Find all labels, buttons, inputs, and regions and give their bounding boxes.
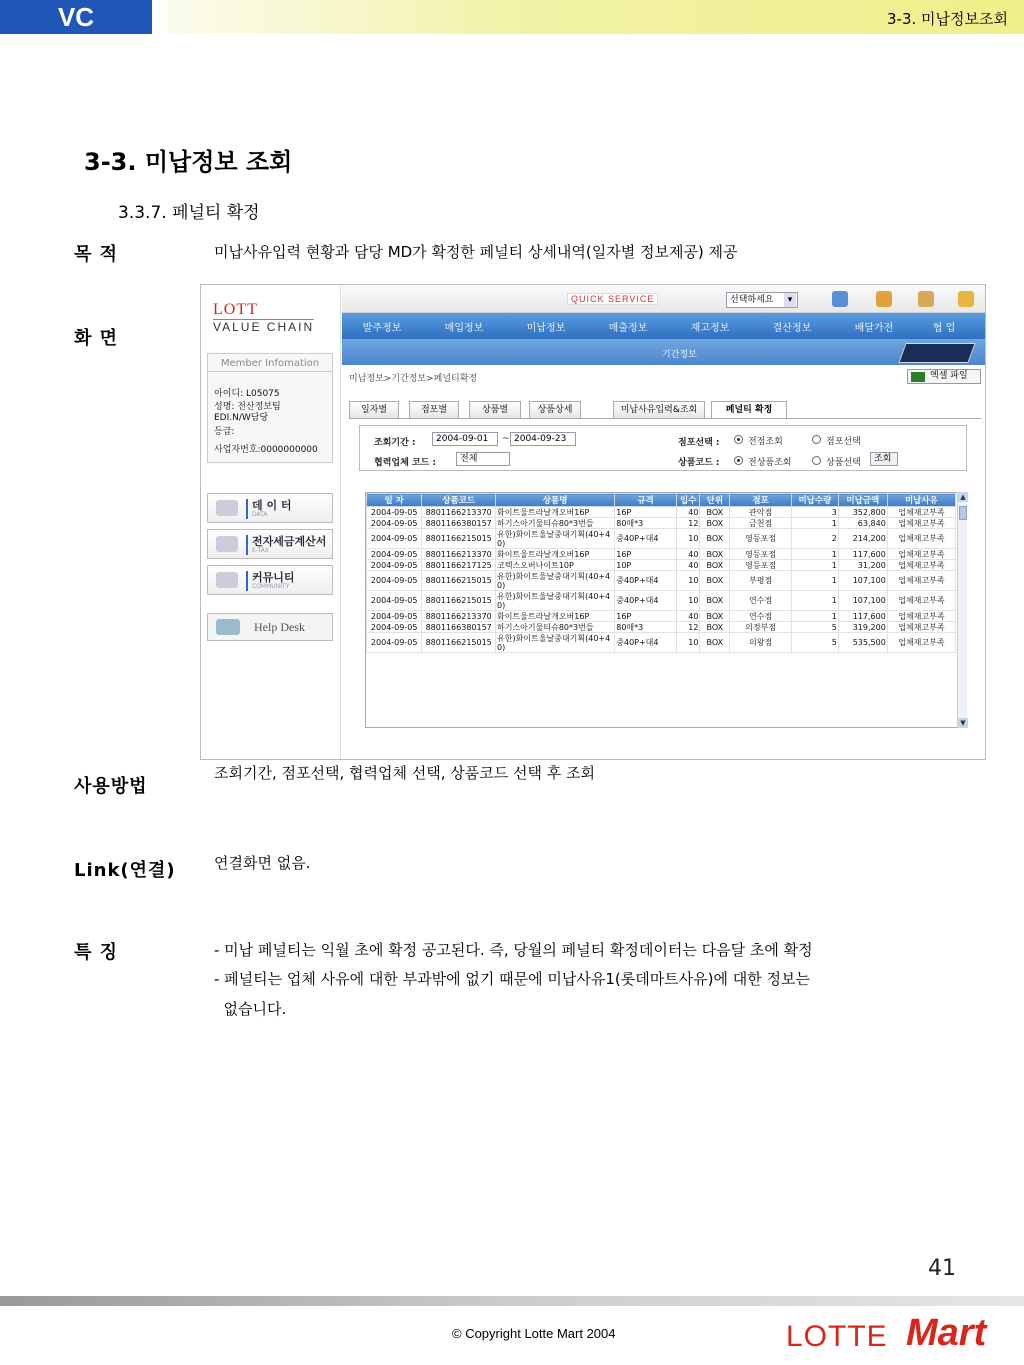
community-button[interactable] xyxy=(207,565,333,595)
table-cell: BOX xyxy=(700,571,730,591)
sub-nav xyxy=(342,339,986,365)
table-cell: BOX xyxy=(700,507,730,518)
grid-header[interactable]: 상품명 xyxy=(496,494,615,507)
period-label: 조회기간 : xyxy=(374,438,416,448)
table-cell: 업체재고부족 xyxy=(887,611,955,622)
filter-panel xyxy=(359,425,967,471)
usage-text: 조회기간, 점포선택, 협력업체 선택, 상품코드 선택 후 조회 xyxy=(214,764,595,782)
table-cell: BOX xyxy=(700,560,730,571)
table-cell: 8801166215015 xyxy=(422,633,496,653)
table-cell: 유한)화이트울날중대기획(40+40) xyxy=(496,529,615,549)
helpdesk-button[interactable] xyxy=(207,613,333,641)
table-cell: 2004-09-05 xyxy=(367,560,422,571)
section-badge: VC xyxy=(0,0,152,34)
table-cell: 영등포점 xyxy=(730,560,792,571)
breadcrumb: 미납정보>기간정보>페널티확정 xyxy=(349,374,478,384)
date-to-input[interactable]: 2004-09-23 xyxy=(510,432,576,446)
table-cell: 코텍스오버나이트10P xyxy=(496,560,615,571)
purpose-label: 목 적 xyxy=(74,244,119,265)
table-cell: 16P xyxy=(615,507,677,518)
table-cell: 2004-09-05 xyxy=(367,622,422,633)
footer-bar xyxy=(0,1296,1024,1306)
subsection-title: 3.3.7. 페널티 확정 xyxy=(118,203,260,223)
table-row[interactable] xyxy=(367,571,956,591)
table-cell: 5 xyxy=(791,633,838,653)
member-dept: EDI.N/W담당 xyxy=(214,413,269,423)
table-cell: 8801166213370 xyxy=(422,611,496,622)
etax-button-label: 전자세금계산서 xyxy=(252,535,327,548)
grid-header[interactable]: 미납금액 xyxy=(838,494,887,507)
table-cell: 화이트울트라날개오버16P xyxy=(496,611,615,622)
main-nav xyxy=(342,313,986,339)
top-toolbar xyxy=(342,285,986,313)
table-cell: 16P xyxy=(615,611,677,622)
grid-header[interactable]: 미납수량 xyxy=(791,494,838,507)
copyright: © Copyright Lotte Mart 2004 xyxy=(452,1326,616,1341)
table-row[interactable] xyxy=(367,549,956,560)
table-cell: 업체재고부족 xyxy=(887,529,955,549)
help-icon[interactable] xyxy=(876,291,892,307)
table-cell: 10P xyxy=(615,560,677,571)
feature-line-3: 없습니다. xyxy=(214,1000,287,1018)
section-title: 3-3. 미납정보 조회 xyxy=(84,148,293,176)
vendor-select[interactable]: 전체 xyxy=(456,452,510,466)
tab-bar xyxy=(349,401,981,419)
header-title: 3-3. 미납정보조회 xyxy=(887,10,1008,28)
table-cell: 의정부점 xyxy=(730,622,792,633)
nav-collab[interactable]: 협 업 xyxy=(932,323,956,334)
table-cell: 영등포점 xyxy=(730,529,792,549)
table-cell: 업체재고부족 xyxy=(887,549,955,560)
grid-header[interactable]: 점포 xyxy=(730,494,792,507)
table-cell: 8801166380157 xyxy=(422,518,496,529)
table-row[interactable] xyxy=(367,622,956,633)
product-all-radio[interactable] xyxy=(734,456,743,465)
table-cell: 중40P+대4 xyxy=(615,591,677,611)
member-id: 아이디: L05075 xyxy=(214,389,280,399)
table-cell: 1 xyxy=(791,518,838,529)
table-cell: 12 xyxy=(677,518,700,529)
table-row[interactable] xyxy=(367,591,956,611)
table-cell: 107,100 xyxy=(838,571,887,591)
table-cell: 40 xyxy=(677,549,700,560)
nav-purchase[interactable]: 매입정보 xyxy=(444,323,484,334)
purpose-text: 미납사유입력 현황과 담당 MD가 확정한 페널티 상세내역(일자별 정보제공) 제공 xyxy=(214,243,738,261)
table-cell: 40 xyxy=(677,560,700,571)
table-cell: 117,600 xyxy=(838,549,887,560)
table-cell: 8801166380157 xyxy=(422,622,496,633)
link-text: 연결화면 없음. xyxy=(214,854,311,872)
table-cell: 10 xyxy=(677,633,700,653)
table-cell: 업체재고부족 xyxy=(887,633,955,653)
table-cell: 40 xyxy=(677,611,700,622)
scroll-up-icon[interactable]: ▲ xyxy=(958,492,968,502)
data-button-sub: DATA xyxy=(252,511,268,518)
store-all-label: 전점조회 xyxy=(748,437,783,447)
table-cell: 관악점 xyxy=(730,507,792,518)
community-button-sub: COMMUNITY xyxy=(252,583,290,590)
table-cell: 117,600 xyxy=(838,611,887,622)
tab-store[interactable]: 점포별 xyxy=(409,401,459,418)
table-cell: 2004-09-05 xyxy=(367,529,422,549)
table-cell: 연수점 xyxy=(730,611,792,622)
tab-unpaid-reason[interactable]: 미납사유입력&조회 xyxy=(613,401,705,418)
tab-penalty[interactable]: 페널티 확정 xyxy=(711,401,787,418)
feature-label: 특 징 xyxy=(74,942,119,963)
link-label: Link(연결) xyxy=(74,860,176,881)
user-icon[interactable] xyxy=(958,291,974,307)
table-cell: 업체재고부족 xyxy=(887,518,955,529)
member-grade: 등급: xyxy=(214,427,235,437)
brand-lotte: LOTTE xyxy=(786,1320,888,1353)
nav-unpaid[interactable]: 미납정보 xyxy=(526,323,566,334)
product-select-radio[interactable] xyxy=(812,456,821,465)
store-select-radio[interactable] xyxy=(812,435,821,444)
nav-sales[interactable]: 매출정보 xyxy=(608,323,648,334)
grid-header[interactable]: 단위 xyxy=(700,494,730,507)
etax-button[interactable] xyxy=(207,529,333,559)
table-cell: 535,500 xyxy=(838,633,887,653)
table-cell: 2004-09-05 xyxy=(367,549,422,560)
table-cell: 16P xyxy=(615,549,677,560)
table-cell: BOX xyxy=(700,611,730,622)
data-icon xyxy=(216,500,238,516)
table-cell: BOX xyxy=(700,622,730,633)
table-cell: 8801166215015 xyxy=(422,529,496,549)
table-cell: 금천점 xyxy=(730,518,792,529)
table-cell: 10 xyxy=(677,529,700,549)
table-cell: 업체재고부족 xyxy=(887,591,955,611)
table-row[interactable] xyxy=(367,507,956,518)
etax-button-sub: E-TAX xyxy=(252,547,269,554)
scroll-down-icon[interactable]: ▼ xyxy=(958,718,968,728)
quick-service-button[interactable]: QUICK SERVICE xyxy=(567,293,658,305)
grid-scrollbar[interactable] xyxy=(957,492,967,728)
grid-header[interactable]: 상품코드 xyxy=(422,494,496,507)
nav-stock[interactable]: 재고정보 xyxy=(690,323,730,334)
app-sidebar xyxy=(201,285,341,760)
laptop-icon xyxy=(898,343,975,363)
table-cell: 의왕점 xyxy=(730,633,792,653)
table-cell: 2004-09-05 xyxy=(367,518,422,529)
table-row[interactable] xyxy=(367,611,956,622)
grid-header[interactable]: 입수 xyxy=(677,494,700,507)
table-cell: 1 xyxy=(791,560,838,571)
print-icon[interactable] xyxy=(918,291,934,307)
table-cell: 8801166215015 xyxy=(422,591,496,611)
phone-icon xyxy=(216,619,240,635)
helpdesk-label: Help Desk xyxy=(254,620,305,634)
table-cell: 107,100 xyxy=(838,591,887,611)
table-cell: 2004-09-05 xyxy=(367,611,422,622)
table-cell: 2004-09-05 xyxy=(367,507,422,518)
excel-button[interactable]: 엑셀 파일 xyxy=(907,369,981,384)
table-cell: 업체재고부족 xyxy=(887,622,955,633)
table-cell: 2 xyxy=(791,529,838,549)
table-cell: 2004-09-05 xyxy=(367,633,422,653)
scroll-thumb[interactable] xyxy=(959,506,967,520)
member-name: 성명: 전산정보팀 xyxy=(214,402,281,412)
table-cell: BOX xyxy=(700,518,730,529)
table-cell: 31,200 xyxy=(838,560,887,571)
table-cell: BOX xyxy=(700,549,730,560)
table-cell: 5 xyxy=(791,622,838,633)
brand-mart: Mart xyxy=(906,1312,987,1354)
table-cell: 화이트울트라날개오버16P xyxy=(496,507,615,518)
table-cell: 부평점 xyxy=(730,571,792,591)
table-row[interactable] xyxy=(367,518,956,529)
vendor-label: 협력업체 코드 : xyxy=(374,458,437,468)
table-cell: 1 xyxy=(791,571,838,591)
search-button[interactable]: 조회 xyxy=(870,452,898,466)
table-cell: 319,200 xyxy=(838,622,887,633)
data-button[interactable] xyxy=(207,493,333,523)
community-icon xyxy=(216,572,238,588)
table-cell: 63,840 xyxy=(838,518,887,529)
value-chain-logo: VALUE CHAIN xyxy=(213,320,315,334)
table-cell: 업체재고부족 xyxy=(887,560,955,571)
table-cell: 1 xyxy=(791,611,838,622)
tab-product[interactable]: 상품별 xyxy=(469,401,521,418)
table-cell: 업체재고부족 xyxy=(887,571,955,591)
table-cell: 8801166213370 xyxy=(422,507,496,518)
community-button-label: 커뮤니티 xyxy=(252,571,295,584)
table-cell: BOX xyxy=(700,633,730,653)
grid-header[interactable]: 규격 xyxy=(615,494,677,507)
store-all-radio[interactable] xyxy=(734,435,743,444)
table-cell: 영등포점 xyxy=(730,549,792,560)
table-cell: 80매*3 xyxy=(615,622,677,633)
usage-label: 사용방법 xyxy=(74,776,148,797)
table-cell: 214,200 xyxy=(838,529,887,549)
table-cell: 1 xyxy=(791,549,838,560)
tab-product-detail[interactable]: 상품상세 xyxy=(529,401,581,418)
feature-line-1: - 미납 페널티는 익월 초에 확정 공고된다. 즉, 당월의 페널티 확정데이터는 다음달 초에 확정 xyxy=(214,941,813,959)
table-cell: 유한)화이트울날중대기획(40+40) xyxy=(496,571,615,591)
table-cell: BOX xyxy=(700,591,730,611)
table-cell: 80매*3 xyxy=(615,518,677,529)
member-info-title: Member Infomation xyxy=(208,358,332,372)
table-cell: 10 xyxy=(677,591,700,611)
date-from-input[interactable]: 2004-09-01 xyxy=(432,432,498,446)
screen-label: 화 면 xyxy=(74,328,119,349)
nav-order[interactable]: 발주정보 xyxy=(362,323,402,334)
table-cell: BOX xyxy=(700,529,730,549)
grid-header[interactable]: 미납사유 xyxy=(887,494,955,507)
table-cell: 중40P+대4 xyxy=(615,571,677,591)
store-select-label: 점포선택 xyxy=(826,437,861,447)
table-cell: 하기스아기물티슈80*3번들 xyxy=(496,622,615,633)
product-all-label: 전상품조회 xyxy=(748,458,792,468)
feature-line-2: - 페널티는 업체 사유에 대한 부과밖에 없기 때문에 미납사유1(롯데마트사유)에 대한 정보는 xyxy=(214,970,810,988)
table-cell: 8801166213370 xyxy=(422,549,496,560)
product-label: 상품코드 : xyxy=(678,458,720,468)
page-number: 41 xyxy=(928,1256,956,1281)
table-cell: 중40P+대4 xyxy=(615,529,677,549)
penalty-grid xyxy=(365,492,967,728)
table-cell: 중40P+대4 xyxy=(615,633,677,653)
header-bar xyxy=(168,0,1024,34)
quick-service-select[interactable]: 선택하세요 ▾ xyxy=(726,292,798,308)
table-row[interactable] xyxy=(367,633,956,653)
table-cell: 2004-09-05 xyxy=(367,591,422,611)
store-label: 점포선택 : xyxy=(678,438,720,448)
app-screenshot xyxy=(200,284,986,760)
home-icon[interactable] xyxy=(832,291,848,307)
tab-daily[interactable]: 일자별 xyxy=(349,401,399,418)
table-row[interactable] xyxy=(367,529,956,549)
product-select-label: 상품선택 xyxy=(826,458,861,468)
lotte-mart-logo xyxy=(786,1312,1012,1356)
subnav-item[interactable]: 기간정보 xyxy=(662,350,697,360)
table-cell: 유한)화이트울날중대기획(40+40) xyxy=(496,591,615,611)
table-cell: 40 xyxy=(677,507,700,518)
table-cell: 업체재고부족 xyxy=(887,507,955,518)
table-cell: 352,800 xyxy=(838,507,887,518)
table-cell: 3 xyxy=(791,507,838,518)
etax-icon xyxy=(216,536,238,552)
table-cell: 12 xyxy=(677,622,700,633)
table-cell: 2004-09-05 xyxy=(367,571,422,591)
table-cell: 8801166215015 xyxy=(422,571,496,591)
table-cell: 10 xyxy=(677,571,700,591)
table-cell: 1 xyxy=(791,591,838,611)
member-info-box xyxy=(207,353,333,463)
date-separator: ~ xyxy=(502,434,510,444)
nav-delivery[interactable]: 배달가전 xyxy=(854,323,894,334)
table-cell: 화이트울트라날개오버16P xyxy=(496,549,615,560)
member-bizno: 사업자번호:0000000000 xyxy=(214,445,318,455)
nav-settlement[interactable]: 결산정보 xyxy=(772,323,812,334)
data-button-label: 데 이 터 xyxy=(252,499,292,512)
lotte-logo: LOTT xyxy=(213,301,258,318)
table-cell: 연수점 xyxy=(730,591,792,611)
table-cell: 8801166217125 xyxy=(422,560,496,571)
table-cell: 하기스아기물티슈80*3번들 xyxy=(496,518,615,529)
table-cell: 유한)화이트울날중대기획(40+40) xyxy=(496,633,615,653)
grid-header[interactable]: 일 자 xyxy=(367,494,422,507)
table-row[interactable] xyxy=(367,560,956,571)
